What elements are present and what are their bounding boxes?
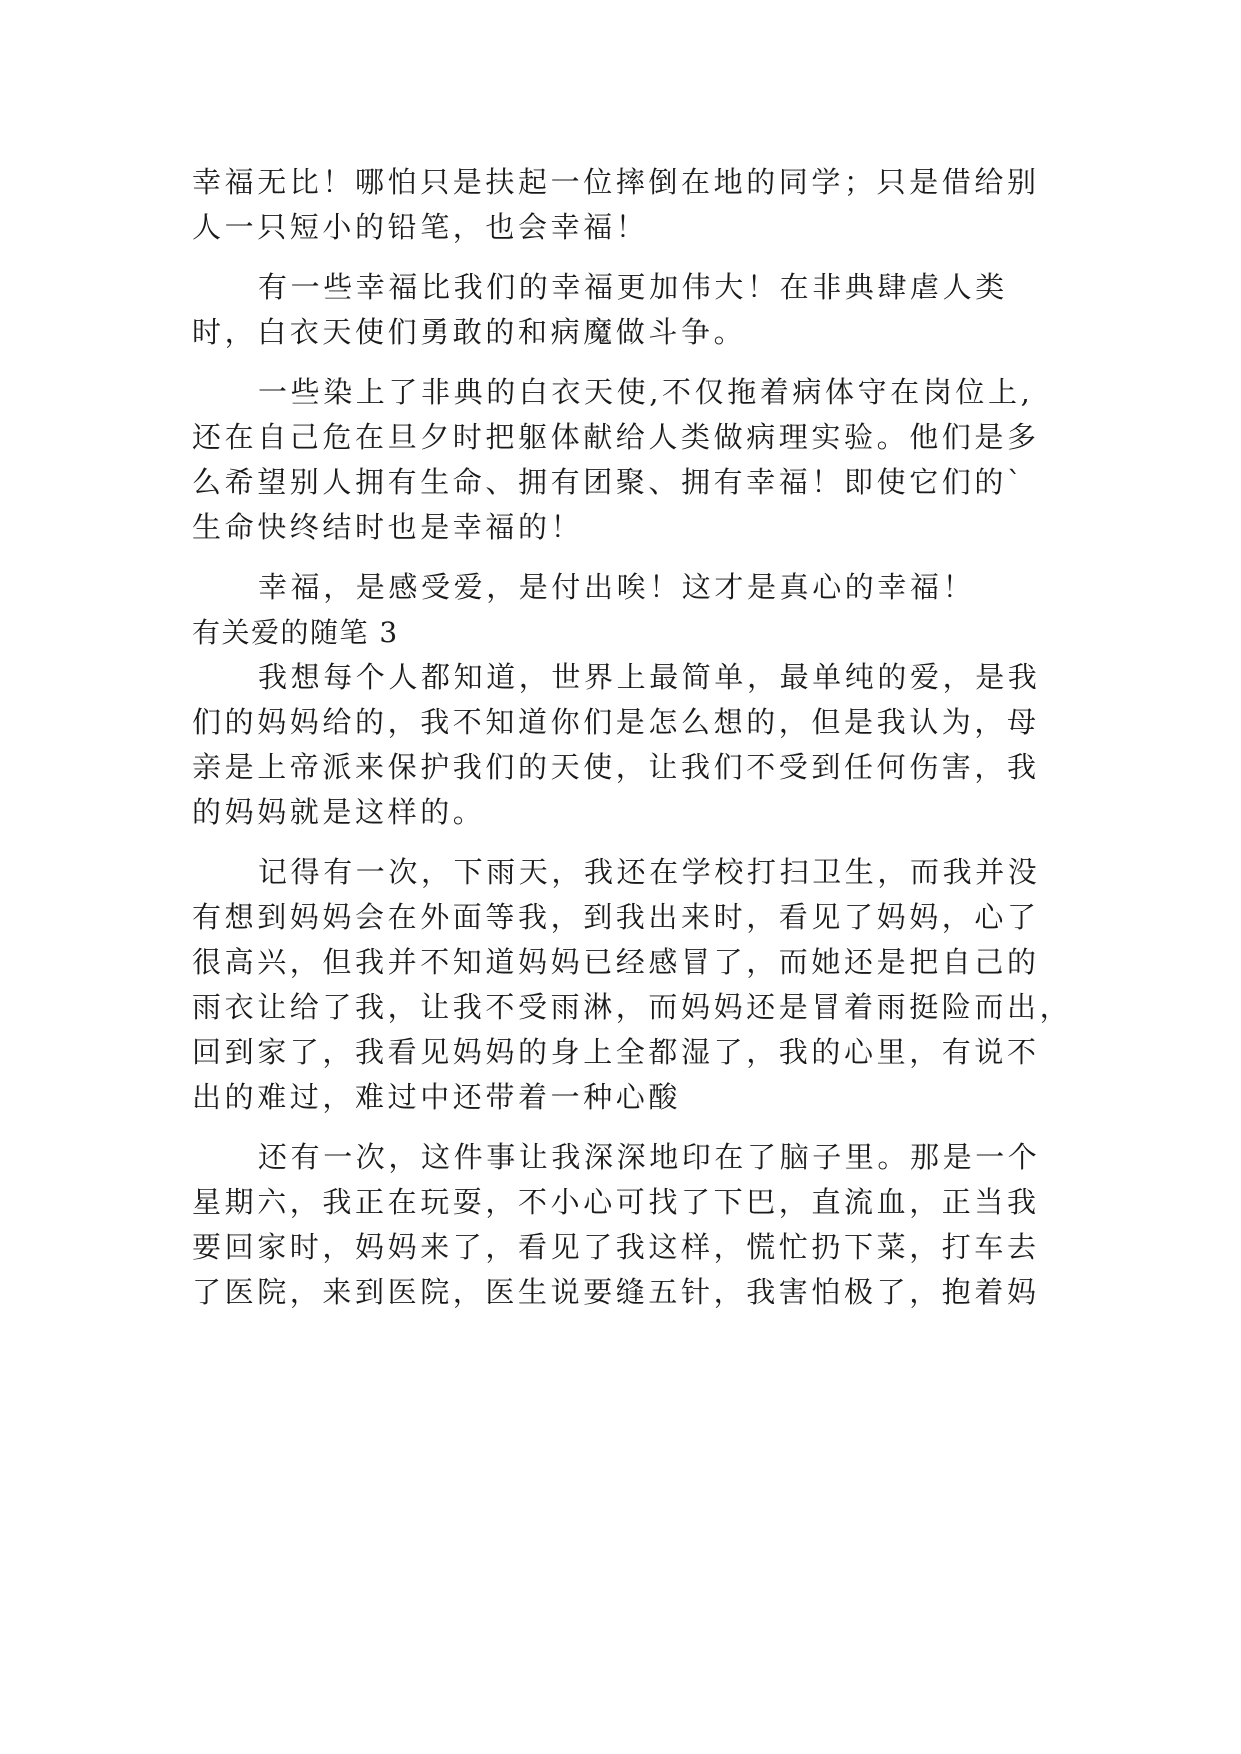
paragraph-start-line: 记得有一次，下雨天，我还在学校打扫卫生，而我并没 [258,855,1041,889]
paragraph-start-line: 有一些幸福比我们的幸福更加伟大！在非典肆虐人类 [258,270,1008,304]
text-line: 么希望别人拥有生命、拥有团聚、拥有幸福！即使它们的` [192,465,1026,499]
text-line: 还在自己危在旦夕时把躯体献给人类做病理实验。他们是多 [192,420,1040,454]
text-line: 的妈妈就是这样的。 [192,795,486,829]
paragraph-start-line: 我想每个人都知道，世界上最简单，最单纯的爱，是我 [258,660,1041,694]
section-heading: 有关爱的随笔 3 [192,616,399,649]
text-line: 幸福无比！哪怕只是扶起一位摔倒在地的同学；只是借给别 [192,165,1040,199]
document-body [192,160,1073,1315]
text-line: 出的难过，难过中还带着一种心酸 [192,1080,682,1114]
paragraph-start-line: 一些染上了非典的白衣天使,不仅拖着病体守在岗位上, [258,375,1034,409]
text-line: 星期六，我正在玩耍，不小心可找了下巴，直流血，正当我 [192,1185,1040,1219]
text-line: 有想到妈妈会在外面等我，到我出来时，看见了妈妈，心了 [192,900,1040,934]
text-line: 时，白衣天使们勇敢的和病魔做斗争。 [192,315,747,349]
text-line: 生命快终结时也是幸福的！ [192,510,584,544]
text-line: 回到家了，我看见妈妈的身上全都湿了，我的心里，有说不 [192,1035,1040,1069]
text-line: 雨衣让给了我，让我不受雨淋，而妈妈还是冒着雨挺险而出， [192,990,1073,1024]
paragraph-start-line: 幸福，是感受爱，是付出唉！这才是真心的幸福！ [258,570,976,604]
text-line: 要回家时，妈妈来了，看见了我这样，慌忙扔下菜，打车去 [192,1230,1040,1264]
paragraph-start-line: 还有一次，这件事让我深深地印在了脑子里。那是一个 [258,1140,1041,1174]
text-line: 了医院，来到医院，医生说要缝五针，我害怕极了，抱着妈 [192,1275,1040,1309]
text-line: 很高兴，但我并不知道妈妈已经感冒了，而她还是把自己的 [192,945,1040,979]
text-line: 们的妈妈给的，我不知道你们是怎么想的，但是我认为，母 [192,705,1040,739]
text-line: 人一只短小的铅笔，也会幸福！ [192,210,649,244]
text-line: 亲是上帝派来保护我们的天使，让我们不受到任何伤害，我 [192,750,1040,784]
